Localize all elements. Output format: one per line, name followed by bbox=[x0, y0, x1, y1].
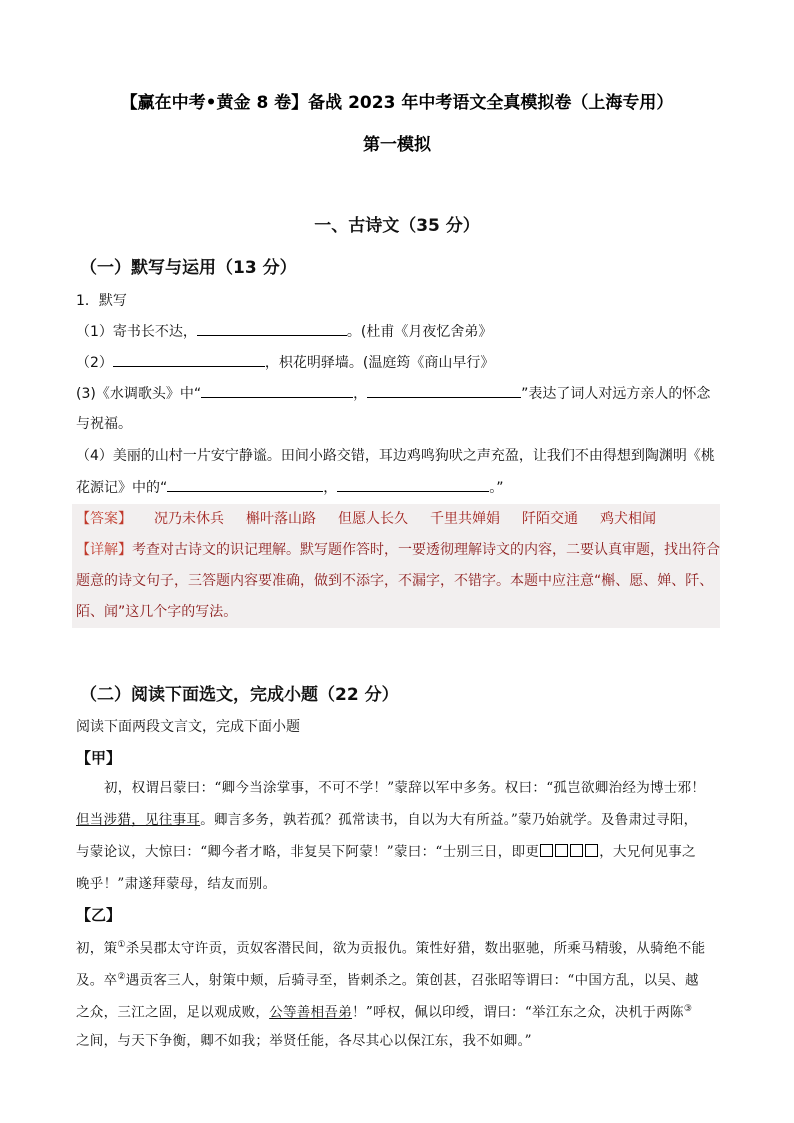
question-2 bbox=[76, 352, 494, 373]
q1-prefix: （1）寄书长不达， bbox=[76, 324, 197, 340]
answer-item: 千里共婵娟 bbox=[430, 511, 500, 527]
q3-suffix: ”表达了词人对远方亲人的怀念 bbox=[521, 386, 711, 402]
passage-jia-line: 晚乎！”肃遂拜蒙母，结友而别。 bbox=[76, 876, 277, 892]
answer-tag: 【答案】 bbox=[76, 511, 132, 527]
passage-text: 初，策 bbox=[76, 940, 118, 957]
passage-text: 杀吴郡太守许贡，贡奴客潜民间，欲为贡报仇。策性好猎，数出驱驰，所乘马精骏，从骑绝不能 bbox=[125, 940, 706, 957]
q2-prefix: （2） bbox=[76, 355, 113, 371]
detail-line bbox=[76, 540, 720, 560]
passage-text: 及。卒 bbox=[76, 972, 118, 989]
detail-line: 题意的诗文句子，三答题内容要准确，做到不添字，不漏字，不错字。本题中应注意“槲、愿、婵、阡、 bbox=[76, 573, 714, 589]
blank-box[interactable] bbox=[555, 844, 568, 857]
passage-jia-line: 初，权谓吕蒙曰：“卿今当涂掌事，不可不学！”蒙辞以军中多务。权曰：“孤岂欲卿治经为博士邪！ bbox=[104, 780, 706, 796]
answer-item: 阡陌交通 bbox=[522, 511, 578, 527]
answer-line bbox=[76, 509, 656, 529]
question-3 bbox=[76, 383, 710, 404]
underlined-sentence: 但当涉猎，见往事耳 bbox=[76, 812, 201, 828]
part1-heading: （一）默写与运用（13 分） bbox=[80, 258, 297, 278]
q4-suffix: 。” bbox=[489, 480, 504, 496]
passage-text: ！”呼权，佩以印绶，谓曰：“举江东之众，决机于两陈 bbox=[352, 1004, 684, 1021]
answer-blank[interactable] bbox=[197, 321, 347, 336]
blank-box[interactable] bbox=[585, 844, 598, 857]
passage-yi-line: 之间，与天下争衡，卿不如我；举贤任能，各尽其心以保江东，我不如卿。” bbox=[76, 1033, 532, 1049]
q4-prefix: 花源记》中的“ bbox=[76, 480, 168, 496]
underlined-sentence: 公等善相吾弟 bbox=[269, 1004, 353, 1021]
passage-yi-line bbox=[76, 935, 705, 959]
footnote-marker: ③ bbox=[683, 1004, 693, 1014]
q3-prefix: (3)《水调歌头》中“ bbox=[76, 386, 202, 402]
answer-item: 但愿人长久 bbox=[338, 511, 408, 527]
q2-suffix: ，枳花明驿墙。(温庭筠《商山早行》 bbox=[264, 355, 495, 371]
passage-yi-line bbox=[76, 967, 699, 991]
section-heading: 一、古诗文（35 分） bbox=[314, 216, 480, 236]
question-label: 1．默写 bbox=[76, 293, 127, 309]
footnote-marker: ① bbox=[117, 940, 126, 950]
answer-blank[interactable] bbox=[167, 477, 323, 492]
answer-blank[interactable] bbox=[337, 477, 489, 492]
passage-jia-line bbox=[76, 810, 697, 830]
detail-tag: 【详解】 bbox=[76, 542, 132, 558]
detail-line: 陌、闻”这几个字的写法。 bbox=[76, 604, 238, 620]
footnote-marker: ② bbox=[117, 972, 126, 982]
answer-blank[interactable] bbox=[201, 383, 353, 398]
q4-mid: ， bbox=[323, 480, 338, 496]
document-subtitle: 第一模拟 bbox=[363, 135, 431, 155]
answer-blank[interactable] bbox=[113, 352, 265, 367]
answer-blank[interactable] bbox=[367, 383, 521, 398]
question-4-line2 bbox=[76, 477, 504, 498]
passage-yi-line bbox=[76, 999, 692, 1023]
q1-suffix: 。(杜甫《月夜忆舍弟》 bbox=[346, 324, 493, 340]
blank-box[interactable] bbox=[540, 844, 553, 857]
answer-item: 况乃未休兵 bbox=[154, 511, 224, 527]
question-4-line1: （4）美丽的山村一片安宁静谧。田间小路交错，耳边鸡鸣狗吠之声充盈，让我们不由得想到陶渊明《桃 bbox=[76, 448, 715, 464]
answer-item: 鸡犬相闻 bbox=[600, 511, 656, 527]
passage-label-yi: 【乙】 bbox=[76, 906, 122, 924]
answer-item: 槲叶落山路 bbox=[246, 511, 316, 527]
passage-text: ，大兄何见事之 bbox=[599, 844, 696, 860]
passage-label-jia: 【甲】 bbox=[76, 749, 122, 767]
passage-text: 之众，三江之固，足以观成败， bbox=[76, 1004, 270, 1021]
blank-box[interactable] bbox=[570, 844, 583, 857]
question-3-cont: 与祝福。 bbox=[76, 416, 132, 432]
detail-text: 考查对古诗文的识记理解。默写题作答时，一要透彻理解诗文的内容，二要认真审题，找出符合 bbox=[132, 542, 720, 558]
part2-intro: 阅读下面两段文言文，完成下面小题 bbox=[76, 719, 300, 735]
passage-text: 遇贡客三人，射策中颊，后骑寻至，皆刺杀之。策创甚，召张昭等谓曰：“中国方乱，以吴、越 bbox=[125, 972, 699, 989]
passage-text: 。卿言多务，孰若孤？孤常读书，自以为大有所益。”蒙乃始就学。及鲁肃过寻阳， bbox=[200, 812, 698, 828]
q3-mid: ， bbox=[353, 386, 368, 402]
passage-text: 与蒙论议，大惊曰：“卿今者才略，非复吴下阿蒙！”蒙曰：“士别三日，即更 bbox=[76, 844, 540, 860]
document-title: 【赢在中考•黄金 8 卷】备战 2023 年中考语文全真模拟卷（上海专用） bbox=[120, 93, 674, 113]
question-1 bbox=[76, 321, 492, 342]
part2-heading: （二）阅读下面选文，完成小题（22 分） bbox=[80, 685, 399, 705]
passage-jia-line bbox=[76, 842, 696, 862]
